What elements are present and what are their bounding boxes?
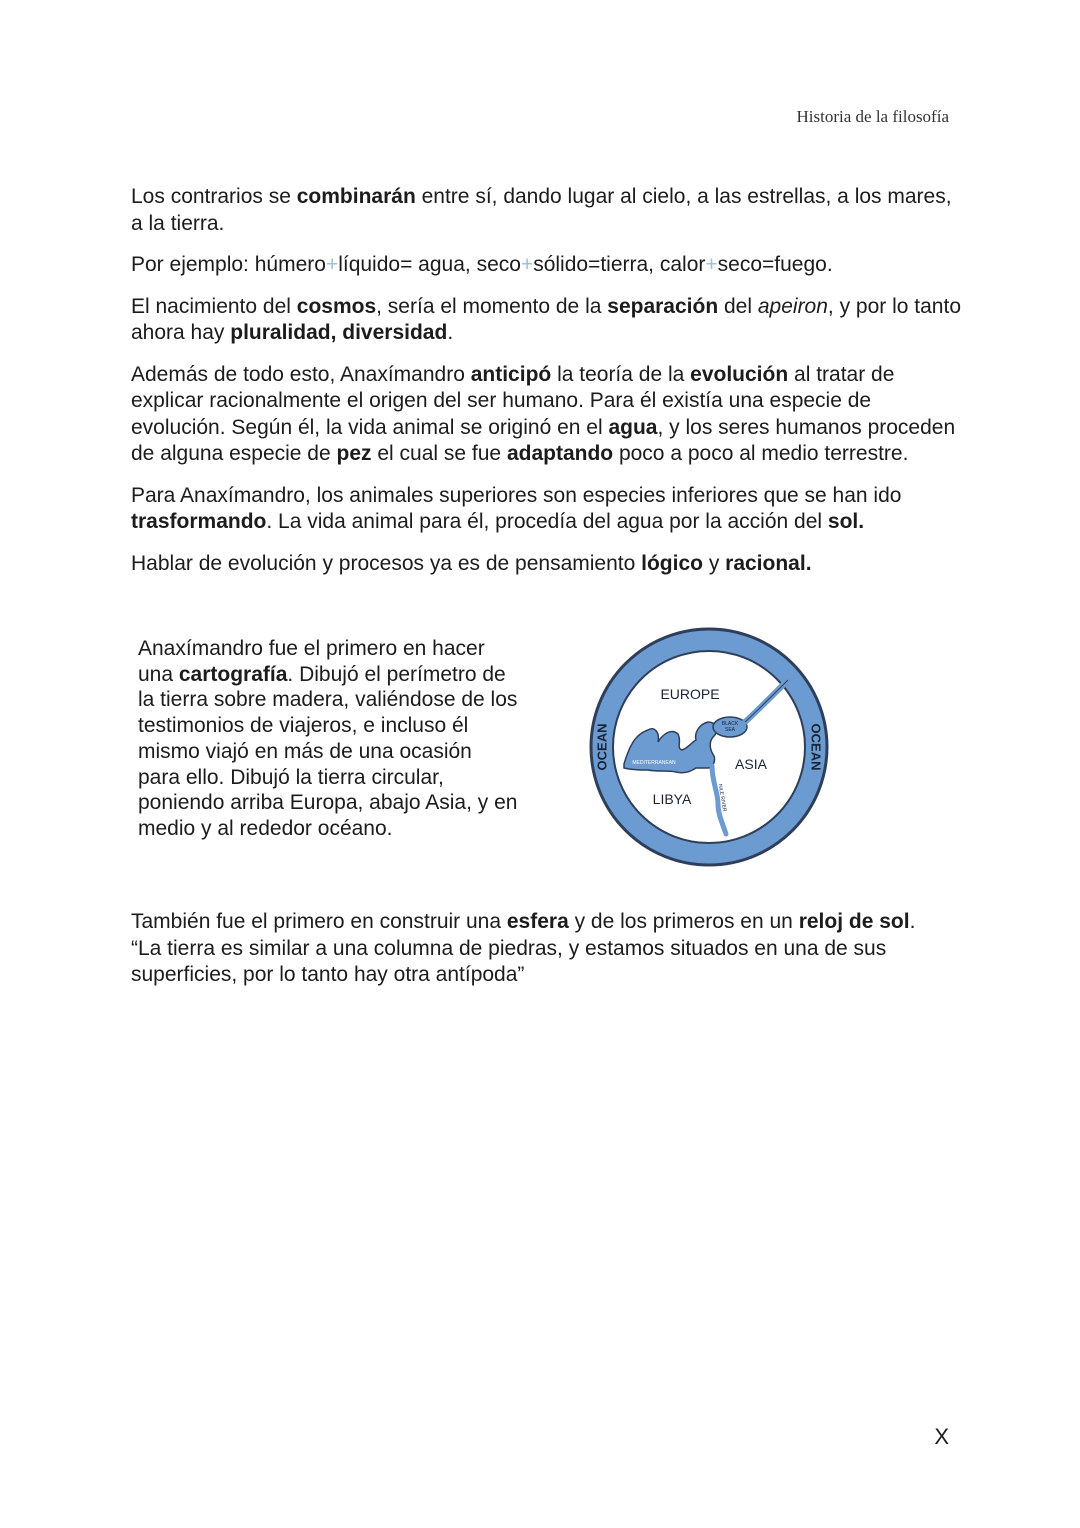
text: Anaxímandro fue el primero en hacer una <box>138 637 485 686</box>
text: poco a poco al medio terrestre. <box>613 442 909 465</box>
text: El nacimiento del <box>131 294 297 318</box>
bold-term: cartografía <box>178 662 288 686</box>
page-header: Historia de la filosofía <box>796 107 949 126</box>
text: seco=fuego. <box>717 253 833 276</box>
text: al tratar de explicar racionalmente el origen del ser humano. Para él existía una especie de evolución. Según él, la vida animal se originó en el <box>131 362 895 439</box>
text: . La vida animal para él, procedía del agua por la acción del <box>266 510 828 533</box>
text: el cual se fue <box>371 442 507 465</box>
paragraph-ejemplo <box>131 252 961 279</box>
bold-term: lógico <box>641 551 703 575</box>
bold-term: combinarán <box>296 185 416 208</box>
bold-term: adaptando <box>506 442 614 465</box>
ocean-right-label: OCEAN <box>808 723 824 771</box>
paragraph-esfera <box>131 909 971 989</box>
esfera-line <box>131 909 971 936</box>
bold-term: esfera <box>506 910 569 933</box>
asia-label: ASIA <box>735 756 767 772</box>
map-section <box>138 632 938 882</box>
text: entre sí, dando lugar al cielo, a las estrellas, a los mares, a la tierra. <box>131 185 952 235</box>
plus-sign: + <box>520 253 534 276</box>
paragraph-contrarios <box>131 184 961 237</box>
text: Para Anaxímandro, los animales superiores son especies inferiores que se han ido <box>131 483 902 507</box>
main-content <box>131 184 961 592</box>
bold-term: anticipó <box>470 362 552 386</box>
bold-term: agua <box>608 415 658 439</box>
ocean-left-label: OCEAN <box>594 723 610 771</box>
text: y de los primeros en un <box>568 910 799 933</box>
bold-term: separación <box>607 294 719 318</box>
quote: “La tierra es similar a una columna de piedras, y estamos situados en una de sus superficies, por lo tanto hay otra antípoda” <box>131 936 887 986</box>
paragraph-logico <box>131 551 961 578</box>
black-sea-label-2: SEA <box>724 727 736 733</box>
europe-label: EUROPE <box>660 686 720 702</box>
text: Hablar de evolución y procesos ya es de pensamiento <box>131 551 642 575</box>
text: , y los seres humanos proceden de alguna especie de <box>131 415 956 465</box>
text: . <box>447 321 454 344</box>
paragraph-evolucion <box>131 362 961 468</box>
text: y <box>702 551 726 575</box>
bold-term: pluralidad, diversidad <box>230 321 448 344</box>
paragraph-animales <box>131 483 961 536</box>
bold-term: cosmos <box>296 294 377 318</box>
bold-term: pez <box>336 442 372 465</box>
mediterranean-label: MEDITERRANEAN <box>632 760 676 766</box>
text: líquido= agua, seco <box>338 253 521 276</box>
bold-term: racional. <box>725 551 812 575</box>
text: del <box>718 294 758 318</box>
text: . Dibujó el perímetro de la tierra sobre madera, valiéndose de los testimonios de viajeros, e incluso él mismo viajó en más de una ocasión para ello. Dibujó la tierra circular, poniendo arriba Europa, abajo Asia, y en medio y al rededor océano. <box>138 662 518 840</box>
bold-term: trasformando <box>131 510 267 533</box>
text: Además de todo esto, Anaxímandro <box>131 362 471 386</box>
page-number: X <box>934 1424 949 1449</box>
italic-term: apeiron <box>757 294 828 318</box>
text: la teoría de la <box>551 362 691 386</box>
phasis-label: PHASIS RIVER <box>738 679 769 708</box>
paragraph-cosmos <box>131 294 961 347</box>
text: , sería el momento de la <box>376 294 608 318</box>
text: . <box>909 910 916 933</box>
plus-sign: + <box>705 253 718 276</box>
text: , y por lo tanto ahora hay <box>131 294 961 344</box>
text: sólido=tierra, calor <box>533 253 706 276</box>
bold-term: sol. <box>827 510 865 533</box>
text: Los contrarios se <box>131 185 297 208</box>
libya-label: LIBYA <box>652 791 692 807</box>
bold-term: evolución <box>690 362 789 386</box>
bold-term: reloj de sol <box>798 910 910 933</box>
nile-label: NILE RIVER <box>716 783 728 813</box>
anaximander-world-map <box>584 622 834 872</box>
plus-sign: + <box>325 253 339 276</box>
text: Por ejemplo: húmero <box>131 253 326 276</box>
black-sea-label-1: BLACK <box>721 721 739 727</box>
text: También fue el primero en construir una <box>131 910 507 933</box>
paragraph-cartografia <box>138 636 518 842</box>
